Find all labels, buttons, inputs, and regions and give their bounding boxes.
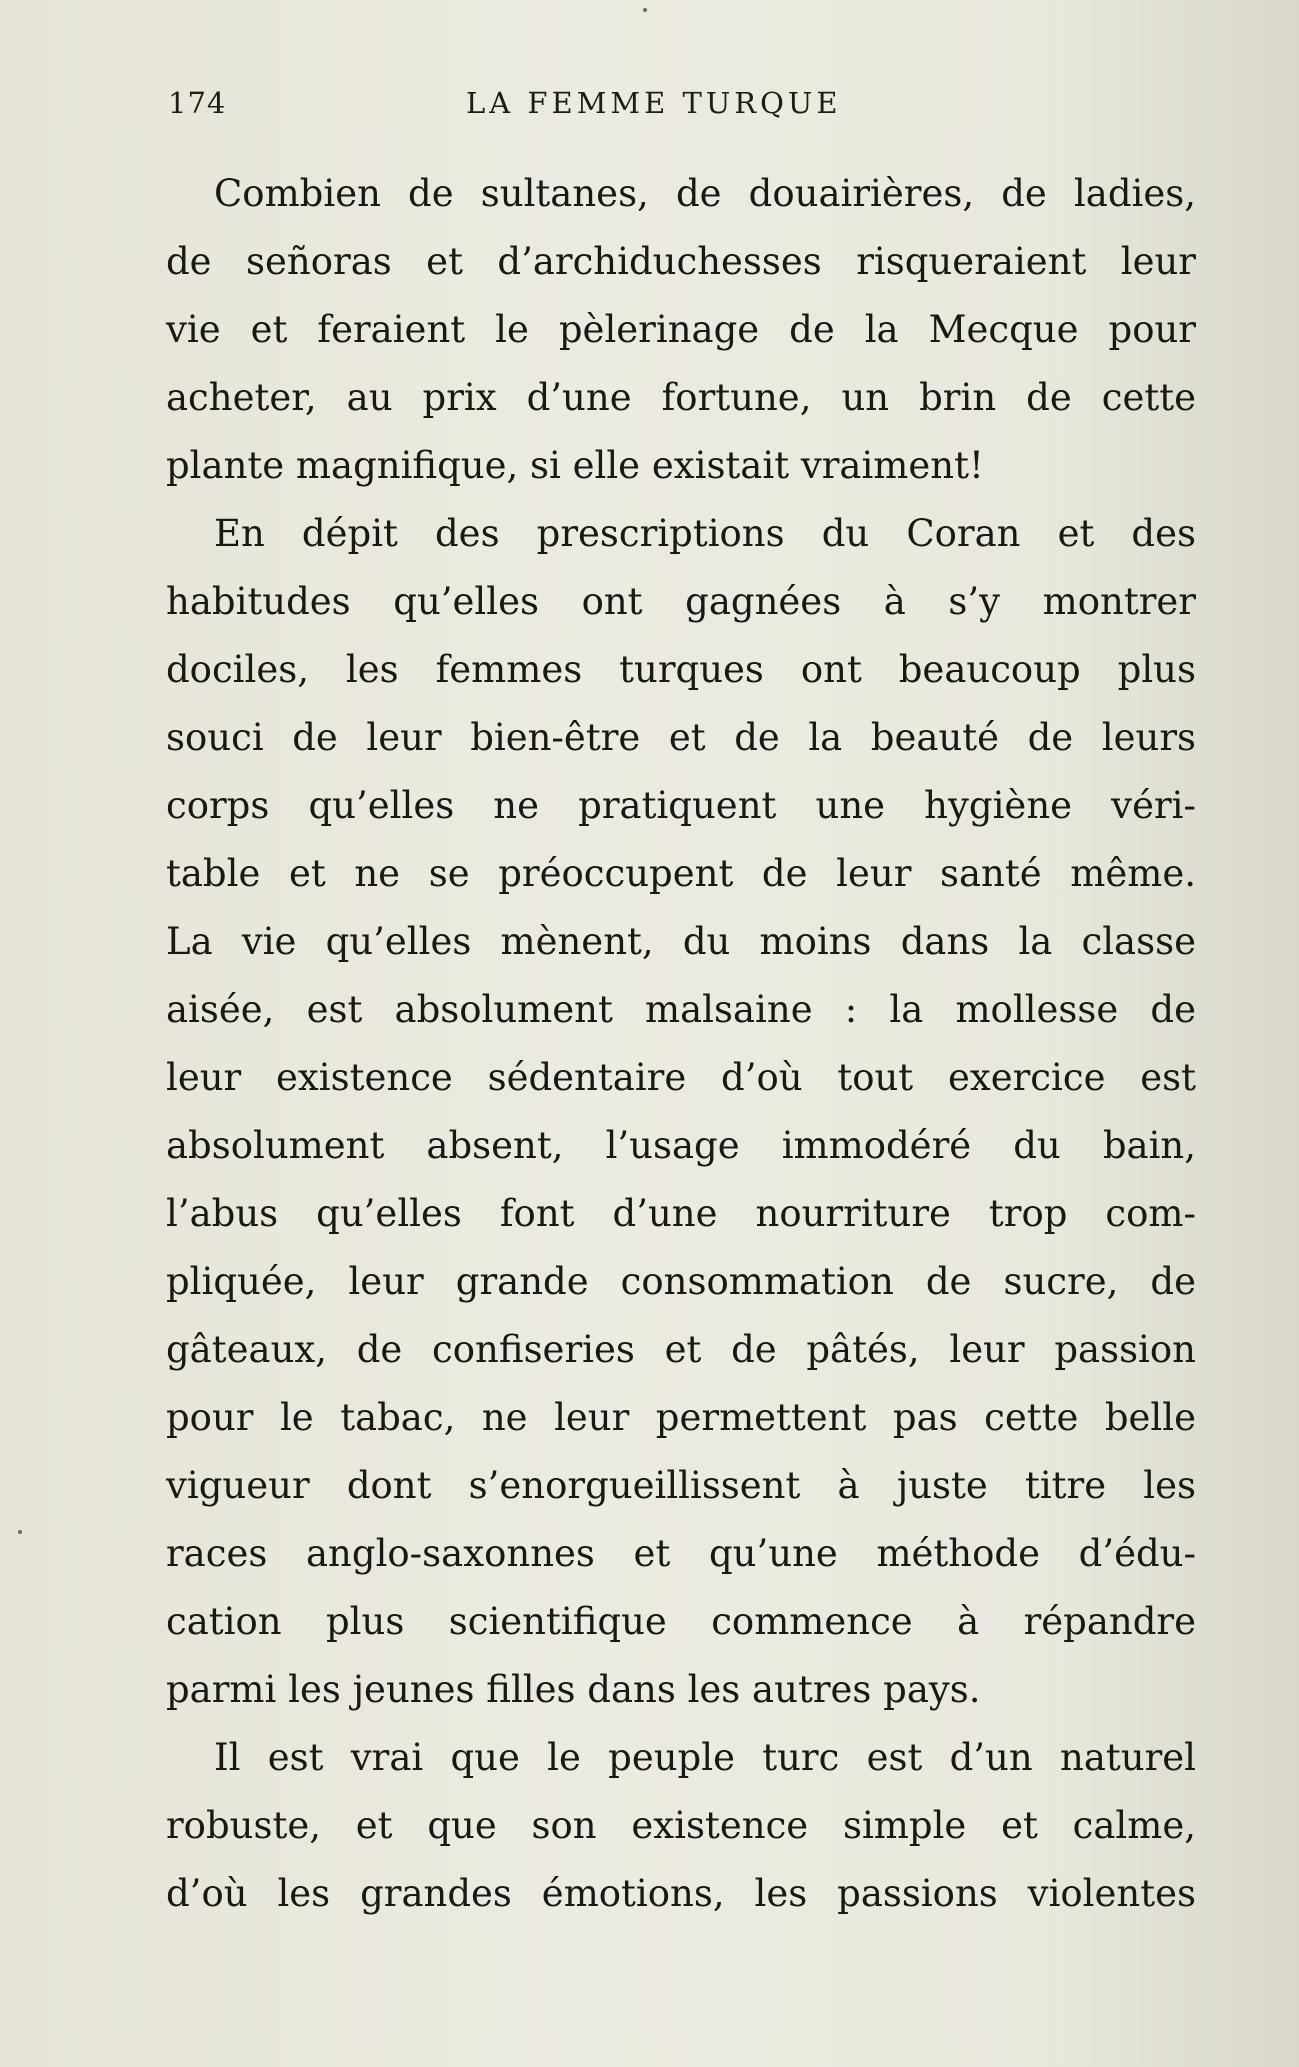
text-line: cation plus scientifique commence à répandre [166, 1600, 1196, 1643]
text-line: l’abus qu’elles font d’une nourriture trop com- [166, 1192, 1196, 1235]
text-line: vigueur dont s’enorgueillissent à juste titre les [166, 1464, 1196, 1507]
text-line: d’où les grandes émotions, les passions violentes [166, 1872, 1196, 1915]
text-line: dociles, les femmes turques ont beaucoup plus [166, 648, 1196, 691]
text-line: absolument absent, l’usage immodéré du bain, [166, 1124, 1196, 1167]
text-line: acheter, au prix d’une fortune, un brin de cette [166, 376, 1196, 419]
text-line: de señoras et d’archiduchesses risqueraient leur [166, 240, 1196, 283]
text-line: aisée, est absolument malsaine : la mollesse de [166, 988, 1196, 1031]
text-line: Combien de sultanes, de douairières, de ladies, [214, 172, 1196, 215]
running-title: LA FEMME TURQUE [466, 86, 842, 120]
text-line: La vie qu’elles mènent, du moins dans la classe [166, 920, 1196, 963]
text-line: souci de leur bien-être et de la beauté de leurs [166, 716, 1196, 759]
page-header [168, 86, 1193, 130]
text-line: table et ne se préoccupent de leur santé même. [166, 852, 1196, 895]
text-line: vie et feraient le pèlerinage de la Mecque pour [166, 308, 1196, 351]
text-line: plante magnifique, si elle existait vraiment! [166, 444, 984, 487]
text-line: parmi les jeunes filles dans les autres pays. [166, 1668, 981, 1711]
page-number: 174 [168, 86, 227, 120]
text-line: leur existence sédentaire d’où tout exercice est [166, 1056, 1196, 1099]
paper-speck [643, 8, 647, 12]
text-line: habitudes qu’elles ont gagnées à s’y montrer [166, 580, 1196, 623]
text-line: pliquée, leur grande consommation de sucre, de [166, 1260, 1196, 1303]
text-line: robuste, et que son existence simple et calme, [166, 1804, 1196, 1847]
text-line: races anglo-saxonnes et qu’une méthode d’édu- [166, 1532, 1196, 1575]
text-line: En dépit des prescriptions du Coran et des [214, 512, 1196, 555]
text-line: gâteaux, de confiseries et de pâtés, leur passion [166, 1328, 1196, 1371]
text-line: corps qu’elles ne pratiquent une hygiène véri- [166, 784, 1196, 827]
text-line: Il est vrai que le peuple turc est d’un naturel [214, 1736, 1196, 1779]
paper-speck [18, 1530, 22, 1534]
text-line: pour le tabac, ne leur permettent pas cette belle [166, 1396, 1196, 1439]
body-text [166, 160, 1196, 1928]
